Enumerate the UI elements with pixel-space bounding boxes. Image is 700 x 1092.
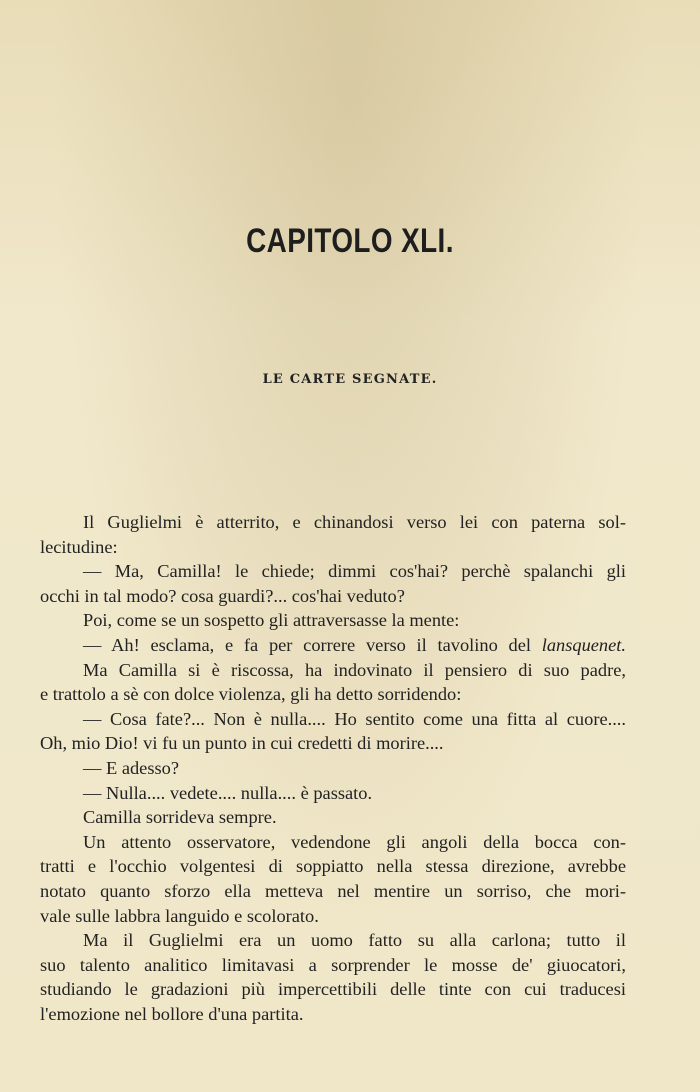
text-line: [40, 731, 626, 756]
text-line-content: — Ah! esclama, e fa per correre verso il tavolino del: [83, 634, 542, 655]
text-line-content: Ma Camilla si è riscossa, ha indovinato il pensiero di suo padre,: [83, 659, 626, 680]
text-line-content: lecitudine:: [40, 536, 118, 557]
text-line: [40, 707, 626, 732]
text-line-content: studiando le gradazioni più impercettibili delle tinte con cui traducesi: [40, 979, 626, 1000]
text-line-content: — Cosa fate?... Non è nulla.... Ho sentito come una fitta al cuore....: [83, 708, 626, 729]
text-line-content: l'emozione nel bollore d'una partita.: [40, 1003, 304, 1024]
text-line: [40, 805, 626, 830]
text-line-content: — Ma, Camilla! le chiede; dimmi cos'hai? perchè spalanchi gli: [83, 561, 626, 582]
text-line: [40, 953, 626, 978]
text-line: [40, 928, 626, 953]
text-line-content: Il Guglielmi è atterrito, e chinandosi verso lei con paterna sol-: [83, 512, 626, 532]
text-line: [40, 608, 626, 633]
text-line-content: vale sulle labbra languido e scolorato.: [40, 905, 319, 926]
text-line: [40, 756, 626, 781]
body-text: [40, 510, 626, 1026]
text-line-content: Poi, come se un sospetto gli attraversasse la mente:: [83, 610, 460, 631]
text-line-content: tratti e l'occhio volgentesi di soppiatto nella stessa direzione, avrebbe: [40, 856, 626, 877]
text-line: [40, 904, 626, 929]
text-line-content: occhi in tal modo? cosa guardi?... cos'hai veduto?: [40, 585, 405, 606]
text-line-content: notato quanto sforzo ella metteva nel mentire un sorriso, che mori-: [40, 880, 626, 901]
text-line: [40, 633, 626, 658]
text-line-content: suo talento analitico limitavasi a sorprender le mosse de' giuocatori,: [40, 954, 626, 975]
text-line: [40, 682, 626, 707]
text-line: [40, 830, 626, 855]
section-title: LE CARTE SEGNATE.: [262, 372, 438, 387]
text-line: [40, 1002, 626, 1027]
text-line-content: Camilla sorrideva sempre.: [83, 807, 277, 828]
text-line: [40, 510, 626, 535]
text-line-content: Un attento osservatore, vedendone gli angoli della bocca con-: [83, 831, 626, 852]
text-line: [40, 781, 626, 806]
text-line: [40, 977, 626, 1002]
text-line-content: Ma il Guglielmi era un uomo fatto su alla carlona; tutto il: [83, 930, 626, 951]
text-line: [40, 584, 626, 609]
text-line: [40, 879, 626, 904]
text-line-content: — Nulla.... vedete.... nulla.... è passato.: [83, 782, 373, 803]
text-line: [40, 535, 626, 560]
text-line-content: Oh, mio Dio! vi fu un punto in cui credetti di morire....: [40, 733, 444, 754]
text-line: [40, 559, 626, 584]
text-line-content: — E adesso?: [83, 757, 180, 778]
chapter-title: CAPITOLO XLI.: [246, 222, 454, 260]
italic-word: lansquenet.: [541, 634, 626, 655]
text-line-content: e trattolo a sè con dolce violenza, gli ha detto sorridendo:: [40, 684, 462, 705]
text-line: [40, 854, 626, 879]
text-line: [40, 658, 626, 683]
